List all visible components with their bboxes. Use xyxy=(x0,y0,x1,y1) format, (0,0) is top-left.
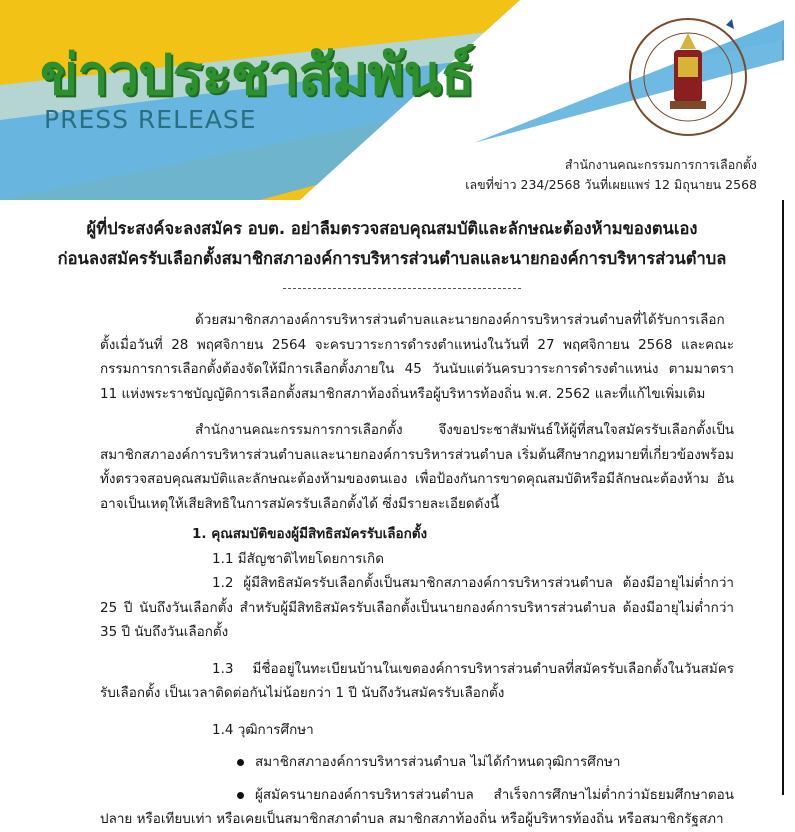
bullet-dot-icon xyxy=(237,759,244,766)
headline xyxy=(0,214,784,274)
office-info xyxy=(465,155,757,195)
paragraph-announcement: สำนักงานคณะกรรมการการเลือกตั้ง จึงขอประชาสัมพันธ์ให้ผู้ที่สนใจสมัครรับเลือกตั้งเป็นสมาชิกสภาองค์การบริหารส่วนตำบลและนายกองค์การบริหารส่วนตำบล เริ่มต้นศึกษากฎหมายที่เกี่ยวข้องพร้อมทั้งตรวจสอบคุณสมบัติและลักษณะต้องห้ามของตนเอง เพื่อป้องกันการขาดคุณสมบัติหรือมีลักษณะต้องห้าม อันอาจเป็นเหตุให้เสียสิทธิในการสมัครรับเลือกตั้งได้ ซึ่งมีรายละเอียดดังนี้ xyxy=(100,422,735,512)
dashed-separator xyxy=(283,288,521,289)
office-name: สำนักงานคณะกรรมการการเลือกตั้ง xyxy=(564,157,757,172)
release-number-date: เลขที่ข่าว 234/2568 วันที่เผยแพร่ 12 มิถุนายน 2568 xyxy=(465,177,757,192)
election-commission-seal-icon xyxy=(626,15,751,140)
item-1-1: 1.1 มีสัญชาติไทยโดยการเกิด xyxy=(212,550,384,567)
press-release-title-english: PRESS RELEASE xyxy=(44,105,257,134)
press-release-title-thai: ข่าวประชาสัมพันธ์ xyxy=(40,43,474,108)
item-1-3: 1.3 มีชื่ออยู่ในทะเบียนบ้านในเขตองค์การบริหารส่วนตำบลที่สมัครรับเลือกตั้งในวันสมัครรับเลือกตั้ง เป็นเวลาติดต่อกันไม่น้อยกว่า 1 ปี นับถึงวันสมัครรับเลือกตั้ง xyxy=(100,660,734,701)
section-heading-qualifications: 1. คุณสมบัติของผู้มีสิทธิสมัครรับเลือกตั้ง xyxy=(192,526,428,542)
bullet-item-chief-executive xyxy=(100,783,734,832)
paragraph-intro: ด้วยสมาชิกสภาองค์การบริหารส่วนตำบลและนายกองค์การบริหารส่วนตำบลที่ได้รับการเลือกตั้งเมื่อวันที่ 28 พฤศจิกายน 2564 จะครบวาระการดำรงตำแหน่งในวันที่ 27 พฤศจิกายน 2568 และคณะกรรมการการเลือกตั้งต้องจัดให้มีการเลือกตั้งภายใน 45 วันนับแต่วันครบวาระการดำรงตำแหน่ง ตามมาตรา 11 แห่งพระราชบัญญัติการเลือกตั้งสมาชิกสภาท้องถิ่นหรือผู้บริหารท้องถิ่น พ.ศ. 2562 และที่แก้ไขเพิ่มเติม xyxy=(100,312,734,402)
bullet-text-1: สมาชิกสภาองค์การบริหารส่วนตำบล ไม่ได้กำหนดวุฒิการศึกษา xyxy=(255,754,621,770)
headline-line-2: ก่อนลงสมัครรับเลือกตั้งสมาชิกสภาองค์การบริหารส่วนตำบลและนายกองค์การบริหารส่วนตำบล xyxy=(57,249,727,268)
item-1-4: 1.4 วุฒิการศึกษา xyxy=(212,721,314,738)
body-text xyxy=(100,308,734,832)
item-1-2: 1.2 ผู้มีสิทธิสมัครรับเลือกตั้งเป็นสมาชิกสภาองค์การบริหารส่วนตำบล ต้องมีอายุไม่ต่ำกว่า 25 ปี นับถึงวันเลือกตั้ง สำหรับผู้มีสิทธิสมัครรับเลือกตั้งเป็นนายกองค์การบริหารส่วนตำบล ต้องมีอายุไม่ต่ำกว่า 35 ปี นับถึงวันเลือกตั้ง xyxy=(100,575,734,640)
bullet-item-council-members xyxy=(100,750,734,775)
bullet-text-2: ผู้สมัครนายกองค์การบริหารส่วนตำบล สำเร็จการศึกษาไม่ต่ำกว่ามัธยมศึกษาตอนปลาย หรือเทียบเท่า หรือเคยเป็นสมาชิกสภาตำบล สมาชิกสภาท้องถิ่น หรือผู้บริหารท้องถิ่น หรือสมาชิกรัฐสภา xyxy=(100,786,734,827)
bullet-dot-icon xyxy=(237,792,244,799)
headline-line-1: ผู้ที่ประสงค์จะลงสมัคร อบต. อย่าลืมตรวจสอบคุณสมบัติและลักษณะต้องห้ามของตนเอง xyxy=(86,219,698,238)
